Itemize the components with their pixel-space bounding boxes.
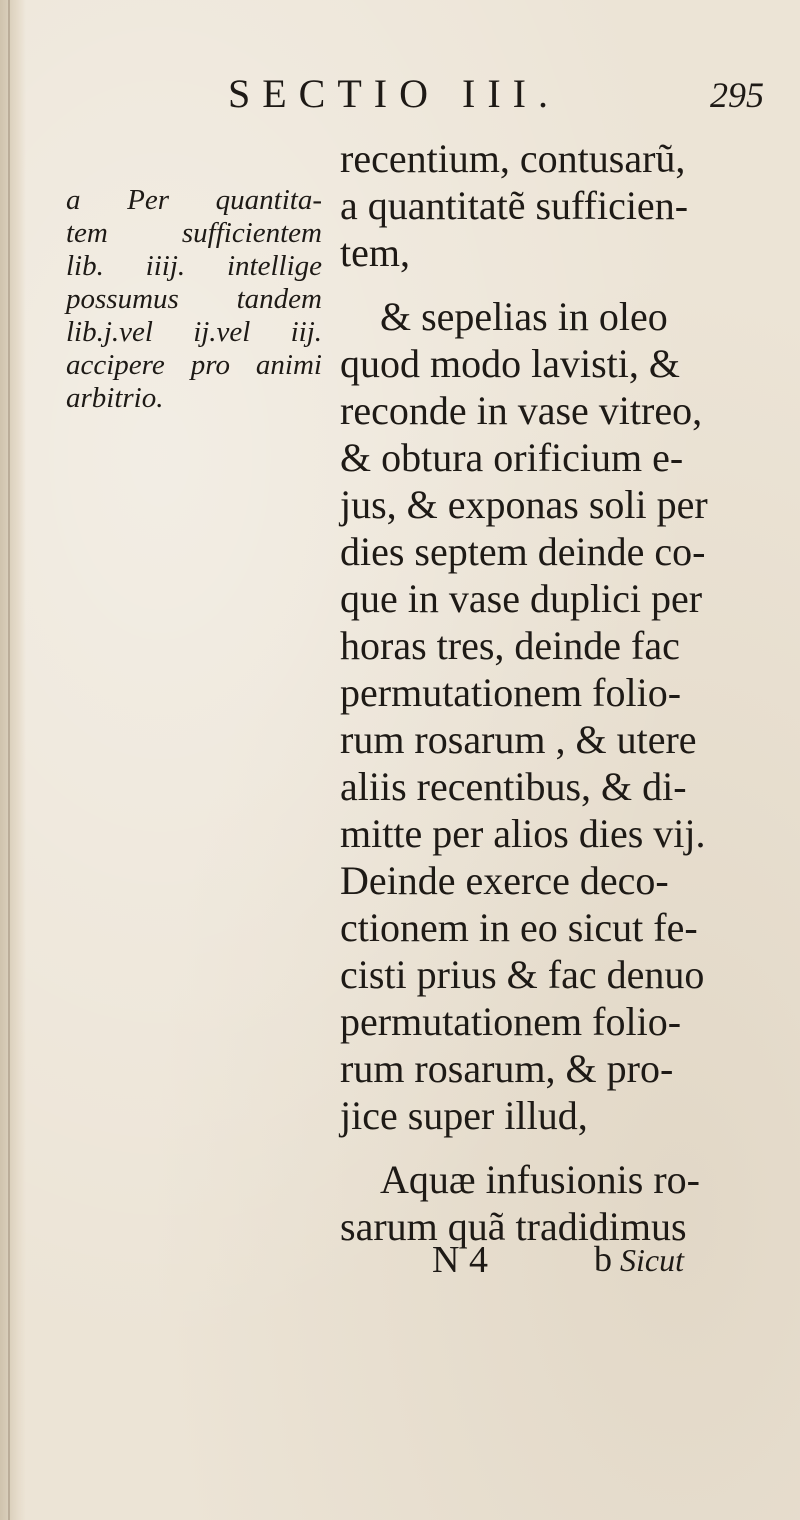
text-line: jice super illud, xyxy=(340,1093,588,1138)
page-header xyxy=(0,70,800,120)
text-line: reconde in vase vitreo, xyxy=(340,388,703,433)
text-line: quod modo lavisti, & xyxy=(340,341,680,386)
text-line: ctionem in eo sicut fe- xyxy=(340,905,698,950)
margin-note-line: possumus tandem xyxy=(66,283,322,315)
margin-note-line: lib. iiij. intellige xyxy=(66,250,322,282)
margin-note-line: lib.j.vel ij.vel iij. xyxy=(66,316,322,348)
text-line: recentium, contusarũ, xyxy=(340,136,686,181)
margin-note-line: a Per quantita- xyxy=(66,184,322,216)
text-line: sarum quã tradidimus xyxy=(340,1204,687,1249)
marginal-note xyxy=(66,184,322,415)
text-line: & obtura orificium e- xyxy=(340,435,684,480)
main-text-column xyxy=(340,135,795,1250)
text-line: & sepelias in oleo xyxy=(380,294,668,339)
page-footer xyxy=(0,1238,800,1288)
text-line: aliis recentibus, & di- xyxy=(340,764,687,809)
text-line: dies septem deinde co- xyxy=(340,529,706,574)
text-line: cisti prius & fac denuo xyxy=(340,952,705,997)
page-gutter-shadow xyxy=(0,0,26,1520)
page-number: 295 xyxy=(710,75,764,115)
text-line: Deinde exerce deco- xyxy=(340,858,669,903)
text-line: rum rosarum, & pro- xyxy=(340,1046,674,1091)
margin-note-line: accipere pro animi xyxy=(66,349,322,381)
catchword-marker: b xyxy=(594,1239,612,1279)
text-line: permutationem folio- xyxy=(340,999,682,1044)
margin-note-line: tem sufficientem xyxy=(66,217,322,249)
text-line: permutationem folio- xyxy=(340,670,682,715)
text-line: horas tres, deinde fac xyxy=(340,623,680,668)
text-line: mitte per alios dies vij. xyxy=(340,811,706,856)
text-line: rum rosarum , & utere xyxy=(340,717,697,762)
text-line: jus, & exponas soli per xyxy=(340,482,708,527)
catchword: Sicut xyxy=(620,1242,684,1278)
margin-note-line: arbitrio. xyxy=(66,382,164,414)
binding-edge xyxy=(8,0,10,1520)
text-line: que in vase duplici per xyxy=(340,576,703,621)
signature-mark: N 4 xyxy=(432,1239,488,1281)
running-head: SECTIO III. xyxy=(228,71,560,116)
text-line: tem, xyxy=(340,230,410,275)
text-line: a quantitatẽ sufficien- xyxy=(340,183,689,228)
text-line: Aquæ infusionis ro- xyxy=(380,1157,700,1202)
